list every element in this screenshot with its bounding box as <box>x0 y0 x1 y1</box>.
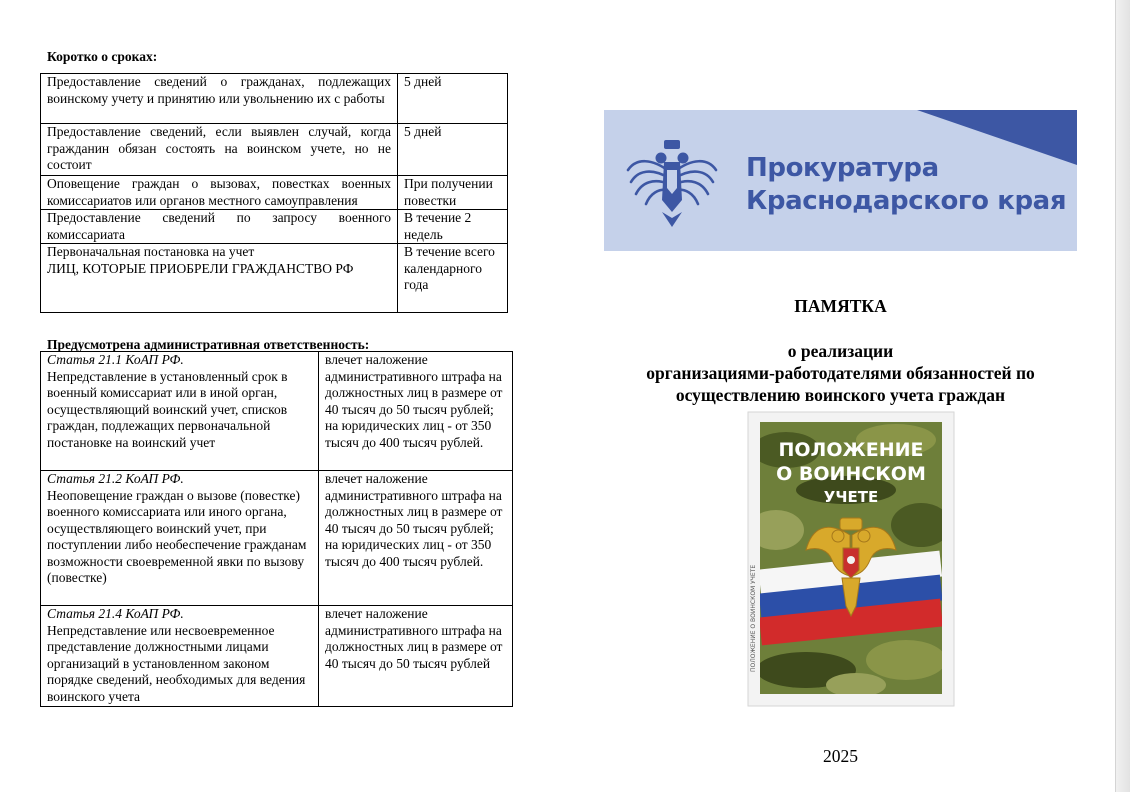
page-edge <box>1115 0 1130 792</box>
book-title-line-3: УЧЕТЕ <box>823 488 879 506</box>
table-row <box>41 244 508 313</box>
book-spine-text: ПОЛОЖЕНИЕ О ВОИНСКОМ УЧЕТЕ <box>750 564 757 672</box>
deadline-text: Оповещение граждан о вызовах, повестках военных комиссариатов или органов местного самоуправления <box>41 176 398 210</box>
offense-text: Непредставление в установленный срок в военный комиссариат или в иной орган, осуществляющий воинский учет, списков граждан, подлежащих первоначальной постановке на воинский учет <box>47 368 288 450</box>
deadlines-table <box>40 73 508 313</box>
liability-penalty: влечет наложение административного штрафа на должностных лиц в размере от 40 тысяч до 50 тысяч рублей; на юридических лиц - от 350 тысяч до 400 тысяч рублей. <box>319 352 513 471</box>
table-row <box>41 124 508 176</box>
memo-subtitle-line: осуществлению воинского учета граждан <box>675 385 1006 405</box>
year: 2025 <box>823 746 858 766</box>
liability-heading: Предусмотрена административная ответственность: <box>47 337 370 352</box>
deadline-term: 5 дней <box>398 124 508 176</box>
banner-title-line-1: Прокуратура <box>746 153 939 183</box>
article-ref: Статья 21.2 КоАП РФ. <box>47 471 184 486</box>
liability-penalty: влечет наложение административного штрафа на должностных лиц в размере от 40 тысяч до 50 тысяч рублей <box>319 606 513 707</box>
liability-table <box>40 351 513 707</box>
deadline-text: Предоставление сведений, если выявлен случай, когда гражданин обязан состоять на воинском учете, но не состоит <box>41 124 398 176</box>
book-title-line-2: О ВОИНСКОМ <box>776 463 926 485</box>
memo-subtitle-line: о реализации <box>787 341 894 361</box>
memo-title: ПАМЯТКА <box>794 296 887 316</box>
liability-penalty: влечет наложение административного штрафа на должностных лиц в размере от 40 тысяч до 50 тысяч рублей; на юридических лиц - от 350 тысяч до 400 тысяч рублей. <box>319 471 513 606</box>
deadline-term: 5 дней <box>398 74 508 124</box>
table-row <box>41 471 513 606</box>
deadlines-heading: Коротко о сроках: <box>47 49 158 64</box>
table-row <box>41 74 508 124</box>
double-headed-eagle-emblem-icon <box>622 132 722 232</box>
table-row <box>41 176 508 210</box>
article-ref: Статья 21.4 КоАП РФ. <box>47 606 184 621</box>
deadline-text: Предоставление сведений по запросу военного комиссариата <box>41 210 398 244</box>
table-row <box>41 352 513 471</box>
deadline-text: Первоначальная постановка на учет ЛИЦ, КОТОРЫЕ ПРИОБРЕЛИ ГРАЖДАНСТВО РФ <box>41 244 398 313</box>
table-row <box>41 210 508 244</box>
banner-title <box>746 152 1066 218</box>
book-title-line-1: ПОЛОЖЕНИЕ <box>778 439 924 461</box>
article-ref: Статья 21.1 КоАП РФ. <box>47 352 184 367</box>
offense-text: Неоповещение граждан о вызове (повестке) военного комиссариата или иного органа, осуществляющего воинский учет, при поступлении либо необеспечение гражданам возможности своевременной явки по вызову (повестке) <box>47 487 307 585</box>
table-row <box>41 606 513 707</box>
liability-offense <box>41 471 319 606</box>
banner-title-line-2: Краснодарского края <box>746 186 1067 216</box>
book-cover-image <box>746 410 958 710</box>
deadline-term: При получении повестки <box>398 176 508 210</box>
deadline-term: В течение всего календарного года <box>398 244 508 313</box>
prosecutor-banner <box>604 110 1077 251</box>
offense-text: Непредставление или несвоевременное представление должностными лицами организаций в установленном законом порядке сведений, необходимых для ведения воинского учета <box>47 622 306 704</box>
memo-subtitle <box>600 340 1081 406</box>
liability-offense <box>41 606 319 707</box>
memo-subtitle-line: организациями-работодателями обязанностей по <box>646 363 1035 383</box>
deadline-text: Предоставление сведений о гражданах, подлежащих воинскому учету и принятию или увольнению их с работы <box>41 74 398 124</box>
deadline-term: В течение 2 недель <box>398 210 508 244</box>
liability-offense <box>41 352 319 471</box>
